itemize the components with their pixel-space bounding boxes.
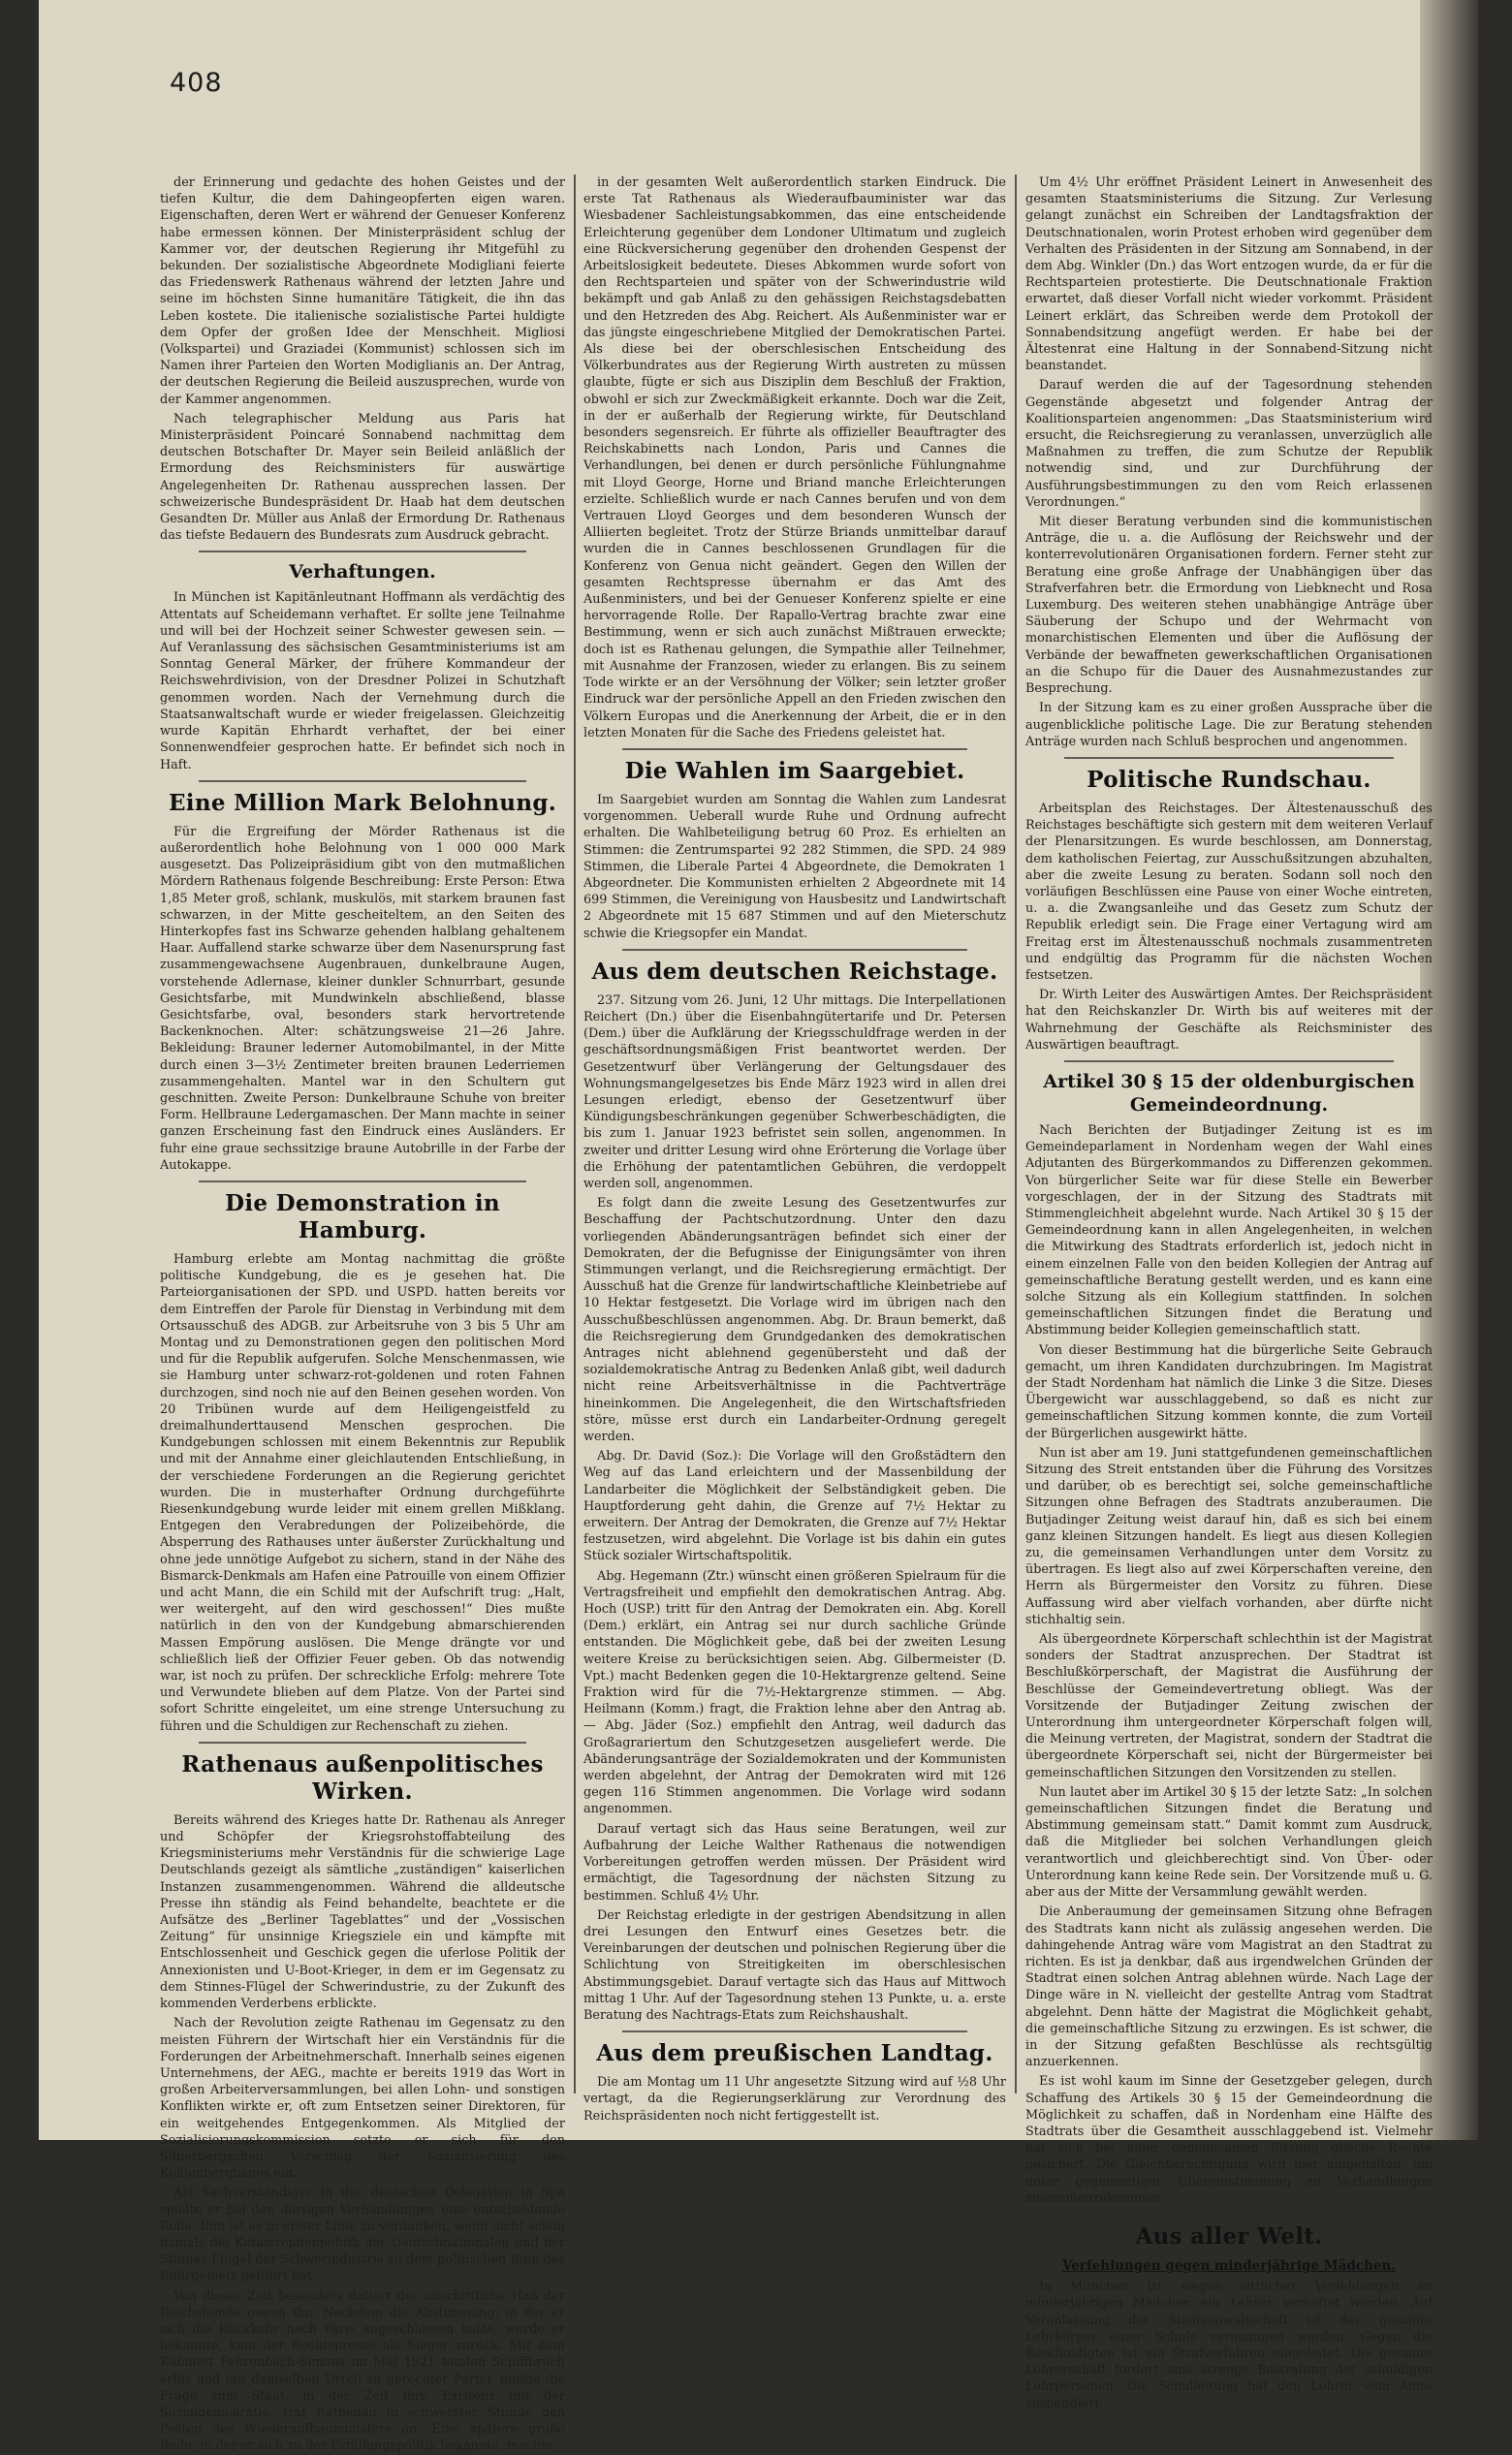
article-paragraph: Abg. Hegemann (Ztr.) wünscht einen größeren Spielraum für die Vertragsfreiheit und empfiehlt den demokratischen Antrag. Abg. Hoch (USP.) tritt für den Antrag der Demokraten ein. Abg. Korell (Dem.) erklärt, ein Antrag sei nur durch sachliche Gründe entstanden. Die Möglichkeit gebe, daß bei der zweiten Lesung weitere Kreise zu berücksichtigen seien. Abg. Gilbermeister (D. Vpt.) macht Bedenken gegen die 10-Hektargrenze geltend. Seine Fraktion wird für die 7½-Hektargrenze stimmen. — Abg. Heilmann (Komm.) fragt, die Fraktion lehne aber den Antrag ab. — Abg. Jäder (Soz.) empfiehlt den Antrag, weil dadurch das Großagrariertum den Schutzgesetzen ausgeliefert werde. Die Abänderungsanträge der Sozialdemokraten und der Kommunisten werden abgelehnt, der Antrag der Demokraten wird mit 126 gegen 116 Stimmen angenommen. Die Vorlage wird sodann angenommen. xyxy=(583,1568,1006,1817)
article-paragraph: Darauf vertagt sich das Haus seine Beratungen, weil zur Aufbahrung der Leiche Walther Rathenaus die notwendigen Vorbereitungen getroffen werden müssen. Der Präsident wird ermächtigt, die Tagesordnung der nächsten Sitzung zu bestimmen. Schluß 4½ Uhr. xyxy=(583,1821,1006,1904)
article-paragraph: in der gesamten Welt außerordentlich starken Eindruck. Die erste Tat Rathenaus als Wiederaufbauminister war das Wiesbadener Sachleistungsabkommen, das eine entscheidende Erleichterung gegenüber dem Londoner Ultimatum und zugleich eine Rückversicherung gegenüber den drohenden Gespenst der Arbeitslosigkeit bedeutete. Dieses Abkommen wurde sofort von den Rechtsparteien und später von der Schwerindustrie wild bekämpft und gab Anlaß zu den gehässigen Reichstagsdebatten und den Hetzreden des Abg. Reichert. Als Außenminister war er das jüngste eingeschriebene Mitglied der Demokratischen Partei. Als diese bei der oberschlesischen Entscheidung des Völkerbundrates aus der Regierung Wirth austreten zu müssen glaubte, fügte er sich aus Disziplin dem Beschluß der Fraktion, obwohl er sich zur Zweckmäßigkeit erkannte. Doch war die Zeit, in der er außerhalb der Regierung wirkte, für Deutschland besonders segensreich. Er führte als offizieller Beauftragter des Reichskabinetts nach London, Paris und Cannes die Verhandlungen, bei denen er durch persönliche Fühlungnahme mit Lloyd George, Horne und Briand manche Erleichterungen erzielte. Schließlich wurde er nach Cannes berufen und von dem Vertrauen Lloyd Georges und dem besonderen Wunsch der Alliierten begleitet. Trotz der Stürze Briands unmittelbar darauf wurden die in Cannes beschlossenen Grundlagen für die Konferenz von Genua nicht geändert. Gegen den Willen der gesamten Rechtspresse übernahm er das Amt des Außenministers, und bei der Genueser Konferenz spielte er eine hervorragende Rolle. Der Rapallo-Vertrag brachte zwar eine Bestimmung, wenn er sich auch zunächst Mißtrauen erweckte; doch ist es Rathenau gelungen, die Sympathie aller Teilnehmer, mit Ausnahme der Franzosen, wieder zu erlangen. Bis zu seinem Tode wirkte er an der Versöhnung der Völker; sein letzter großer Eindruck war der persönliche Appell an den Frieden zwischen den Völkern Europas und die Anerkennung der Arbeit, die er in den letzten Monaten für die Sache des Friedens geleistet hat. xyxy=(583,175,1006,740)
separator xyxy=(199,551,526,552)
article-paragraph: Die Anberaumung der gemeinsamen Sitzung ohne Befragen des Stadtrats kann nicht als zulässig angesehen werden. Die dahingehende Antrag wäre vom Magistrat an den Stadtrat zu richten. Es ist ja denkbar, daß aus irgendwelchen Gründen der Stadtrat einen solchen Antrag ablehnen würde. Nach Lage der Dinge wäre in N. vielleicht der gestellte Antrag vom Stadtrat abgelehnt. Denn hätte der Magistrat die Möglichkeit gehabt, die gemeinschaftliche Sitzung zu erzwingen. Es ist schwer, die in der Sitzung gefaßten Beschlüsse als rechtsgültig anzuerkennen. xyxy=(1025,1904,1433,2070)
headline-wahlen: Die Wahlen im Saargebiet. xyxy=(624,757,965,784)
headline-belohnung: Eine Million Mark Belohnung. xyxy=(168,789,557,816)
article-paragraph: der Erinnerung und gedachte des hohen Geistes und der tiefen Kultur, die dem Dahingeopferten eigen waren. Eigenschaften, deren Wert er während der Genueser Konferenz habe ermessen können. Der Ministerpräsident schlug der Kammer vor, der deutschen Regierung ihr Mitgefühl zu bekunden. Der sozialistische Abgeordnete Modigliani feierte das Friedenswerk Rathenaus während der letzten Jahre und seine im höchsten Sinne humanitäre Tätigkeit, die ihn das Leben kostete. Die italienische sozialistische Partei huldigte dem Opfer der großen Idee der Menschheit. Migliosi (Volkspartei) und Graziadei (Kommunist) schlossen sich im Namen ihrer Parteien den Worten Modiglianis an. Der Antrag, der deutschen Regierung die Beileid auszusprechen, wurde von der Kammer angenommen. xyxy=(160,175,565,407)
article-paragraph: Im Saargebiet wurden am Sonntag die Wahlen zum Landesrat vorgenommen. Ueberall wurde Ruhe und Ordnung aufrecht erhalten. Die Wahlbeteiligung betrug 60 Proz. Es erhielten an Stimmen: die Zentrumspartei 92 282 Stimmen, die SPD. 24 989 Stimmen, die Liberale Partei 4 Abgeordnete, die Demokraten 1 Abgeordneter. Die Kommunisten erhielten 2 Abgeordnete mit 14 699 Stimmen, die Vereinigung von Hausbesitz und Landwirtschaft 2 Abgeordnete mit 15 687 Stimmen und auf den Mieterschutz schwie die Kriegsopfer ein Mandat. xyxy=(583,792,1006,941)
separator xyxy=(622,949,967,951)
column-1 xyxy=(160,174,565,2454)
article-paragraph: Als übergeordnete Körperschaft schlechthin ist der Magistrat sonders der Stadtrat anzusprechen. Der Stadtrat ist Beschlußkörperschaft, der Magistrat die Ausführung der Beschlüsse der Gemeindevertretung obliegt. Was der Vorsitzende der Butjadinger Zeitung zwischen der Unterordnung ihm untergeordneter Körperschaft folgen will, die Meinung vertreten, der Magistrat, sondern der Stadtrat die übergeordnete Körperschaft sei, nicht der Bürgermeister bei gemeinschaftlichen Sitzungen den Vorsitzenden zu stellen. xyxy=(1025,1632,1433,1780)
article-paragraph: Abg. Dr. David (Soz.): Die Vorlage will den Großstädtern den Weg auf das Land erleichtern und der Massenbildung der Landarbeiter die Möglichkeit der Selbständigkeit geben. Die Hauptforderung geht dahin, die Grenze auf 7½ Hektar zu erweitern. Der Antrag der Demokraten, die Grenze auf 7½ Hektar festzusetzen, wird abgelehnt. Die Vorlage ist bis dahin ein gutes Stück sozialer Wirtschaftspolitik. xyxy=(583,1449,1006,1564)
headline-wirken: Rathenaus außenpolitisches Wirken. xyxy=(181,1750,544,1805)
headline-landtag: Aus dem preußischen Landtag. xyxy=(596,2040,993,2067)
article-paragraph: Bereits während des Krieges hatte Dr. Rathenau als Anreger und Schöpfer der Kriegsrohstoffabteilung des Kriegsministeriums mehr Verständnis für die schwierige Lage Deutschlands gezeigt als sämtliche „zuständigen“ kaiserlichen Instanzen zusammengenommen. Während die alldeutsche Presse ihn ständig als Feind behandelte, beachtete er die Aufsätze des „Berliner Tageblattes“ und der „Vossischen Zeitung“ für unsinnige Kriegsziele ein und kämpfte mit Entschlossenheit und Geschick gegen die uferlose Politik der Annexionisten und U-Boot-Krieger, in dem er im Gegensatz zu dem Stinnes-Flügel der Schwerindustrie, zu der Zukunft des kommenden Verderbens erblickte. xyxy=(160,1812,565,2012)
article-paragraph: Der Reichstag erledigte in der gestrigen Abendsitzung in allen drei Lesungen den Entwurf eines Gesetzes betr. die Vereinbarungen der deutschen und polnischen Regierung über die Schlichtung von Streitigkeiten im oberschlesischen Abstimmungsgebiet. Darauf vertagte sich das Haus auf Mittwoch mittag 1 Uhr. Auf der Tagesordnung stehen 13 Punkte, u. a. erste Beratung des Nachtrags-Etats zum Reichshaushalt. xyxy=(583,1907,1006,2023)
column-3 xyxy=(1025,174,1433,2411)
article-paragraph: Nun lautet aber im Artikel 30 § 15 der letzte Satz: „In solchen gemeinschaftlichen Sitzungen findet die Beratung und Abstimmung gemeinsam statt.“ Damit kommt zum Ausdruck, daß die Mitglieder bei solchen Verhandlungen gleich verantwortlich und gleichberechtigt sind. Von Über- oder Unterordnung kann keine Rede sein. Der Vorsitzende muß u. G. aber aus der Mitte der Versammlung gewählt werden. xyxy=(1025,1784,1433,1901)
headline-artikel: Artikel 30 § 15 der oldenburgischen Gemeindeordnung. xyxy=(1043,1070,1415,1116)
separator xyxy=(199,780,526,782)
article-paragraph: Nach Berichten der Butjadinger Zeitung ist es im Gemeindeparlament in Nordenham wegen der Wahl eines Adjutanten des Bürgerkommandos zu Differenzen gekommen. Von bürgerlicher Seite war für diese Stelle ein Bewerber vorgeschlagen, der in der Sitzung des Stadtrats mit Stimmengleichheit abgelehnt wurde. Nach Artikel 30 § 15 der Gemeindeordnung kann in allen Angelegenheiten, in welchen die Mitwirkung des Stadtrats erforderlich ist, jedoch nicht in einem einzelnen Falle von den beiden Kollegien der Antrag auf gemeinschaftliche Beratung gestellt werden, und es kann eine solche Sitzung als ein Kollegium stattfinden. In solchen gemeinschaftlichen Sitzungen findet die Beratung und Abstimmung beider Kollegien gemeinschaftlich statt. xyxy=(1025,1122,1433,1338)
article-paragraph: Hamburg erlebte am Montag nachmittag die größte politische Kundgebung, die es je gesehen hat. Die Parteiorganisationen der SPD. und USPD. hatten bereits vor dem Eintreffen der Parole für Dienstag in Verbindung mit dem Ortsausschuß des ADGB. zur Arbeitsruhe von 3 bis 5 Uhr am Montag und zu Demonstrationen gegen den politischen Mord und für die Republik aufgerufen. Solche Menschenmassen, wie sie Hamburg unter schwarz-rot-goldenen und roten Fahnen durchzogen, sind noch nie auf den Beinen gesehen worden. Von 20 Tribünen wurde auf dem Heiligengeistfeld zu dreimalhunderttausend Menschen gesprochen. Die Kundgebungen schlossen mit einem Bekenntnis zur Republik und mit der Annahme einer gleichlautenden Entschließung, in der verschiedene Forderungen an die Regierung gerichtet wurden. Die in musterhafter Ordnung durchgeführte Riesenkundgebung wurde leider mit einem grellen Mißklang. Entgegen den Verabredungen der Polizeibehörde, die Absperrung des Rathauses unter äußerster Zurückhaltung und ohne jede unnötige Aufgebot zu sichern, stand in der Nähe des Bismarck-Denkmals am Hafen eine Patrouille von einem Offizier und acht Mann, die ein Schild mit der Aufschrift trug: „Halt, wer weitergeht, auf den wird geschossen!“ Dies mußte natürlich in den von der Kundgebung abmarschierenden Massen Empörung auslösen. Die Menge drängte vor und schließlich ließ der Offizier Feuer geben. Ob das notwendig war, ist noch zu prüfen. Der schreckliche Erfolg: mehrere Tote und Verwundete blieben auf dem Platze. Von der Partei sind sofort Schritte eingeleitet, um eine strenge Untersuchung zu führen und die Schuldigen zur Rechenschaft zu ziehen. xyxy=(160,1251,565,1734)
article-paragraph: Von dieser Bestimmung hat die bürgerliche Seite Gebrauch gemacht, um ihren Kandidaten durchzubringen. Im Magistrat der Stadt Nordenham hat nämlich die Linke 3 die Sitze. Dieses Übergewicht war ausschlaggebend, so daß es nicht zur gemeinschaftlichen Sitzung kommen konnte, die zum Vorteil der Bürgerlichen ausgewirkt hätte. xyxy=(1025,1342,1433,1441)
headline-demonstration: Die Demonstration in Hamburg. xyxy=(225,1189,500,1243)
separator xyxy=(622,2030,967,2032)
article-paragraph: Als Sachverständiger in der deutschen Delegation in Spa spielte er bei den dortigen Verhandlungen eine entscheidende Rolle. Ihm ist es in erster Linie zu verdanken, wenn nicht schon damals die Katastrophenpolitik der Deutschnationalen und der Stinnes-Flügel der Schwerindustrie zu dem politischen Ruin des Ruhrgebiets geführt hat. xyxy=(160,2186,565,2284)
article-paragraph: Darauf werden die auf der Tagesordnung stehenden Gegenstände abgesetzt und folgender Antrag der Koalitionsparteien angenommen: „Das Staatsministerium wird ersucht, die Reichsregierung zu veranlassen, unverzüglich alle Maßnahmen zu treffen, die zum Schutze der Republik notwendig sind, und zur Durchführung der Ausführungsbestimmungen zu den vom Reich erlassenen Verordnungen.“ xyxy=(1025,378,1433,510)
column-rule xyxy=(574,174,576,2093)
separator xyxy=(199,1742,526,1744)
article-paragraph: Dr. Wirth Leiter des Auswärtigen Amtes. Der Reichspräsident hat den Reichskanzler Dr. Wirth bis auf weiteres mit der Wahrnehmung der Geschäfte als Reichsminister des Auswärtigen beauftragt. xyxy=(1025,988,1433,1053)
separator xyxy=(622,748,967,750)
article-paragraph: Mit dieser Beratung verbunden sind die kommunistischen Anträge, die u. a. die Auflösung der Reichswehr und der konterrevolutionären Organisationen fordern. Ferner steht zur Beratung eine große Anfrage der Unabhängigen über das Strafverfahren betr. die Ermordung von Liebknecht und Rosa Luxemburg. Des weiteren stehen unabhängige Anträge über Säuberung der Schupo und der Wehrmacht von monarchistischen Elementen und über die Auflösung der Verbände der bewaffneten gewerkschaftlichen Organisationen an die Schupo für die Dauer des Ausnahmezustandes zur Besprechung. xyxy=(1025,515,1433,697)
headline-welt: Aus aller Welt. xyxy=(1135,2222,1323,2250)
separator xyxy=(1064,2214,1394,2216)
headline-rundschau: Politische Rundschau. xyxy=(1087,766,1371,793)
column-2 xyxy=(583,174,1006,2124)
separator xyxy=(1064,757,1394,759)
article-paragraph: Für die Ergreifung der Mörder Rathenaus ist die außerordentlich hohe Belohnung von 1 000 000 Mark ausgesetzt. Das Polizeipräsidium gibt von den mutmaßlichen Mördern Rathenaus folgende Beschreibung: Erste Person: Etwa 1,85 Meter groß, schlank, muskulös, mit starkem braunen fast schwarzen, in der Mitte gescheiteltem, an den Seiten des Hinterkopfes fast ins Schwarze gehenden halblang gehaltenem Haar. Auffallend starke schwarze über dem Nasenursprung fast zusammengewachsene Augenbrauen, dunkelbraune Augen, vorstehende Adlernase, kleiner dunkler Schnurrbart, gesunde Gesichtsfarbe, mit Mundwinkeln abschließend, blasse Gesichtsfarbe, oval, besonders stark hervortretende Backenknochen. Alter: schätzungsweise 21—26 Jahre. Bekleidung: Brauner lederner Automobilmantel, in der Mitte durch einen 3—3½ Zentimeter breiten braunen Lederriemen zusammengehalten. Mantel war in den Schultern gut geschnitten. Zweite Person: Dunkelbraune Schuhe von breiter Form. Hellbraune Ledergamaschen. Der Mann machte in seiner ganzen Erscheinung fast den Eindruck eines Ausländers. Er fuhr eine graue sechssitzige braune Autobrille in der Farbe der Autokappe. xyxy=(160,824,565,1173)
article-paragraph: Arbeitsplan des Reichstages. Der Ältestenausschuß des Reichstages beschäftigte sich gestern mit dem weiteren Verlauf der Plenarsitzungen. Es wurde beschlossen, am Donnerstag, dem katholischen Feiertag, zur Ausschußsitzungen abzuhalten, aber die zweite Lesung zu beraten. Sodann soll noch den vorläufigen Beschlüssen eine Pause von einer Woche eintreten, u. a. die Zwangsanleihe und das Gesetz zum Schutz der Republik erledigt sein. Die Frage einer Vertagung wird am Freitag erst im Ältestenausschuß nochmals zusammentreten und endgültig das Programm für die nächsten Wochen festsetzen. xyxy=(1025,801,1433,983)
article-paragraph: Nach telegraphischer Meldung aus Paris hat Ministerpräsident Poincaré Sonnabend nachmittag dem deutschen Botschafter Dr. Mayer sein Beileid anläßlich der Ermordung des Reichsministers für auswärtige Angelegenheiten Dr. Rathenau aussprechen lassen. Der schweizerische Bundespräsident Dr. Haab hat dem deutschen Gesandten Dr. Müller aus Anlaß der Ermordung Dr. Rathenaus das tiefste Bedauern des Bundesrats zum Ausdruck gebracht. xyxy=(160,411,565,544)
article-paragraph: Nach der Revolution zeigte Rathenau im Gegensatz zu den meisten Führern der Wirtschaft hier ein Verständnis für die Forderungen der Arbeitnehmerschaft. Innerhalb seines eigenen Unternehmens, der AEG., machte er bereits 1919 das Wort in großen Arbeiterversammlungen, bei allen Lohn- und sonstigen Konflikten wirkte er, oft zum Entsetzen seiner Direktoren, für ein weitgehendes Entgegenkommen. Als Mitglied der Sozialisierungskommission setzte er sich für den Silberbergschen Vorschlag der Sozialisierung des Kohlenbergbaues ein. xyxy=(160,2016,565,2182)
article-paragraph: Von dieser Zeit besonders datiert der unerbittliche Haß der Reichsfeinde gegen ihn. Nachdem die Abstimmung, in der er sich die Rückkehr nach Paris angeschlossen hatte, wurde er bekannte, kam der Rechtspresse als Sieger zurück. Mit dem Kabinett Fehrenbach-Simons im Mai 1921 totalen Schiffbruch erlitt und mit demselben Urteil zu gerechter Partei, mußte die Frage zum Staat, in der Zeit ihre Existenz mit der Sozialdemokratie, trat Rathenau in schwerster Stunde den Posten des Wiederaufbauministers an. Eine spätere große Rede, in der er sich zu der Erfüllungspolitik bekannte, machte xyxy=(160,2288,565,2454)
article-paragraph: Es folgt dann die zweite Lesung des Gesetzentwurfes zur Beschaffung der Pachtschutzordnung. Unter den dazu vorliegenden Abänderungsanträgen befindet sich einer der Demokraten, der die Befugnisse der Einigungsämter von ihren Stimmungen verlangt, und die Reichsregierung ermächtigt. Der Ausschuß hat die Grenze für landwirtschaftliche Kleinbetriebe auf 10 Hektar festgesetzt. Die Vorlage wird im übrigen nach den Ausschußbeschlüssen angenommen. Abg. Dr. Braun bemerkt, daß die Reichsregierung dem Grundgedanken des demokratischen Antrages nicht ablehnend gegenübersteht und daß der sozialdemokratische Antrag zu Bedenken Anlaß gibt, weil dadurch nicht reine Arbeitsverhältnisse in die Pachtverträge hineinkommen. Die Angelegenheit, die den Wirtschaftsfrieden störe, müsse erst durch ein Landarbeiter-Ordnung geregelt werden. xyxy=(583,1196,1006,1445)
article-paragraph: Die am Montag um 11 Uhr angesetzte Sitzung wird auf ½8 Uhr vertagt, da die Regierungserklärung zur Verordnung des Reichspräsidenten noch nicht fertiggestellt ist. xyxy=(583,2075,1006,2124)
article-paragraph: Nun ist aber am 19. Juni stattgefundenen gemeinschaftlichen Sitzung des Streit entstanden über die Führung des Vorsitzes und darüber, ob es berechtigt sei, solche gemeinschaftliche Sitzungen ohne Befragen des Stadtrats anzuberaumen. Die Butjadinger Zeitung weist darauf hin, daß es sich bei einem ganz kleinen Sitzungen handelt. Es liegt aus diesen Kollegien zu, die gemeinsamen Verhandlungen unter dem Vorsitz zu übertragen. Es liegt also auf zwei Körperschaften vereine, den Herrn als Bürgermeister den Vorsitz zu führen. Diese Auffassung wird aber vielfach vorhanden, aber dürfte nicht stichhaltig sein. xyxy=(1025,1445,1433,1627)
subheadline-welt: Verfehlungen gegen minderjährige Mädchen. xyxy=(1061,2257,1397,2274)
headline-verhaftungen: Verhaftungen. xyxy=(289,561,436,583)
article-paragraph: Um 4½ Uhr eröffnet Präsident Leinert in Anwesenheit des gesamten Staatsministeriums die Sitzung. Zur Verlesung gelangt zunächst ein Schreiben der Landtagsfraktion der Deutschnationalen, worin Protest erhoben wird gegenüber dem Verhalten des Präsidenten in der Sitzung am Sonnabend, in der dem Abg. Winkler (Dn.) das Wort entzogen wurde, da er für die Rechtsparteien protestierte. Die Deutschnationale Fraktion erwartet, daß dieser Vorfall nicht wieder vorkommt. Präsident Leinert erklärt, das Schreiben werde dem Protokoll der Sonnabendsitzung angefügt werden. Er habe bei der Ältestenrat eine Haltung in der Sonnabend-Sitzung nicht beanstandet. xyxy=(1025,175,1433,374)
page-number: 408 xyxy=(170,68,223,98)
separator xyxy=(199,1180,526,1182)
article-paragraph: 237. Sitzung vom 26. Juni, 12 Uhr mittags. Die Interpellationen Reichert (Dn.) über die Eisenbahngütertarife und Dr. Petersen (Dem.) über die Aufklärung der Kriegsschuldfrage werden in der geschäftsordnungsmäßigen Frist beantwortet werden. Der Gesetzentwurf über Verlängerung der Geltungsdauer des Wohnungsmangelgesetzes bis Ende März 1923 wird in allen drei Lesungen erledigt, ebenso der Gesetzentwurf über Kündigungsbeschränkungen gegenüber Schwerbeschädigten, die bis zum 1. Januar 1923 befristet sein sollen, angenommen. In zweiter und dritter Lesung wird ohne Erörterung die Vorlage über die Erhöhung der patentamtlichen Gebühren, die verdoppelt werden soll, angenommen. xyxy=(583,992,1006,1191)
headline-reichstag: Aus dem deutschen Reichstage. xyxy=(591,958,998,985)
article-paragraph: Es ist wohl kaum im Sinne der Gesetzgeber gelegen, durch Schaffung des Artikels 30 § 15 der Gemeindeordnung die Möglichkeit zu schaffen, daß in Nordenham eine Hälfte des Stadtrats über die Gesamtheit ausschlaggebend ist. Vielmehr hat sich bei einer gemeinsamen Sitzung gleiche Rechte gesichert. Die Gleichberechtigung wird hier eingehalten, um unter gegenseitiger Übereinstimmung zu Verhandlungen zusammenzukommen. xyxy=(1025,2074,1433,2206)
newspaper-page xyxy=(39,0,1478,2454)
column-rule xyxy=(1015,174,1017,2093)
separator xyxy=(1064,1060,1394,1062)
article-paragraph: In der Sitzung kam es zu einer großen Aussprache über die augenblickliche politische Lage. Die zur Beratung stehenden Anträge wurden nach Schluß besprochen und angenommen. xyxy=(1025,701,1433,749)
article-paragraph: In München ist wegen sittlicher Verfehlungen an minderjährigen Mädchen ein Lehrer verhaftet worden. Auf Veranlassung der Staatsanwaltschaft ist der gesamte Lehrkörper einer Schule vernommen worden. Gegen die Beschuldigten ist ein Strafverfahren eingeleitet. Die gesamte Lehrerschaft fordert eine strenge Bestrafung der schuldigen Lehrpersonen. Die Schulleitung hat den Lehrer vom Amte suspendiert. xyxy=(1025,2280,1433,2411)
article-paragraph: In München ist Kapitänleutnant Hoffmann als verdächtig des Attentats auf Scheidemann verhaftet. Er sollte jene Teilnahme und will bei der Hochzeit seiner Schwester gewesen sein. — Auf Veranlassung des sächsischen Gesamtministeriums ist am Sonntag General Märker, der frühere Kommandeur der Reichswehrdivision, von der Dresdner Polizei in Schutzhaft genommen worden. Nach der Vernehmung durch die Staatsanwaltschaft wurde er wieder freigelassen. Gleichzeitig wurde Kapitän Ehrhardt verhaftet, der bei einer Sonnenwendfeier gesprochen hatte. Er befindet sich noch in Haft. xyxy=(160,590,565,772)
